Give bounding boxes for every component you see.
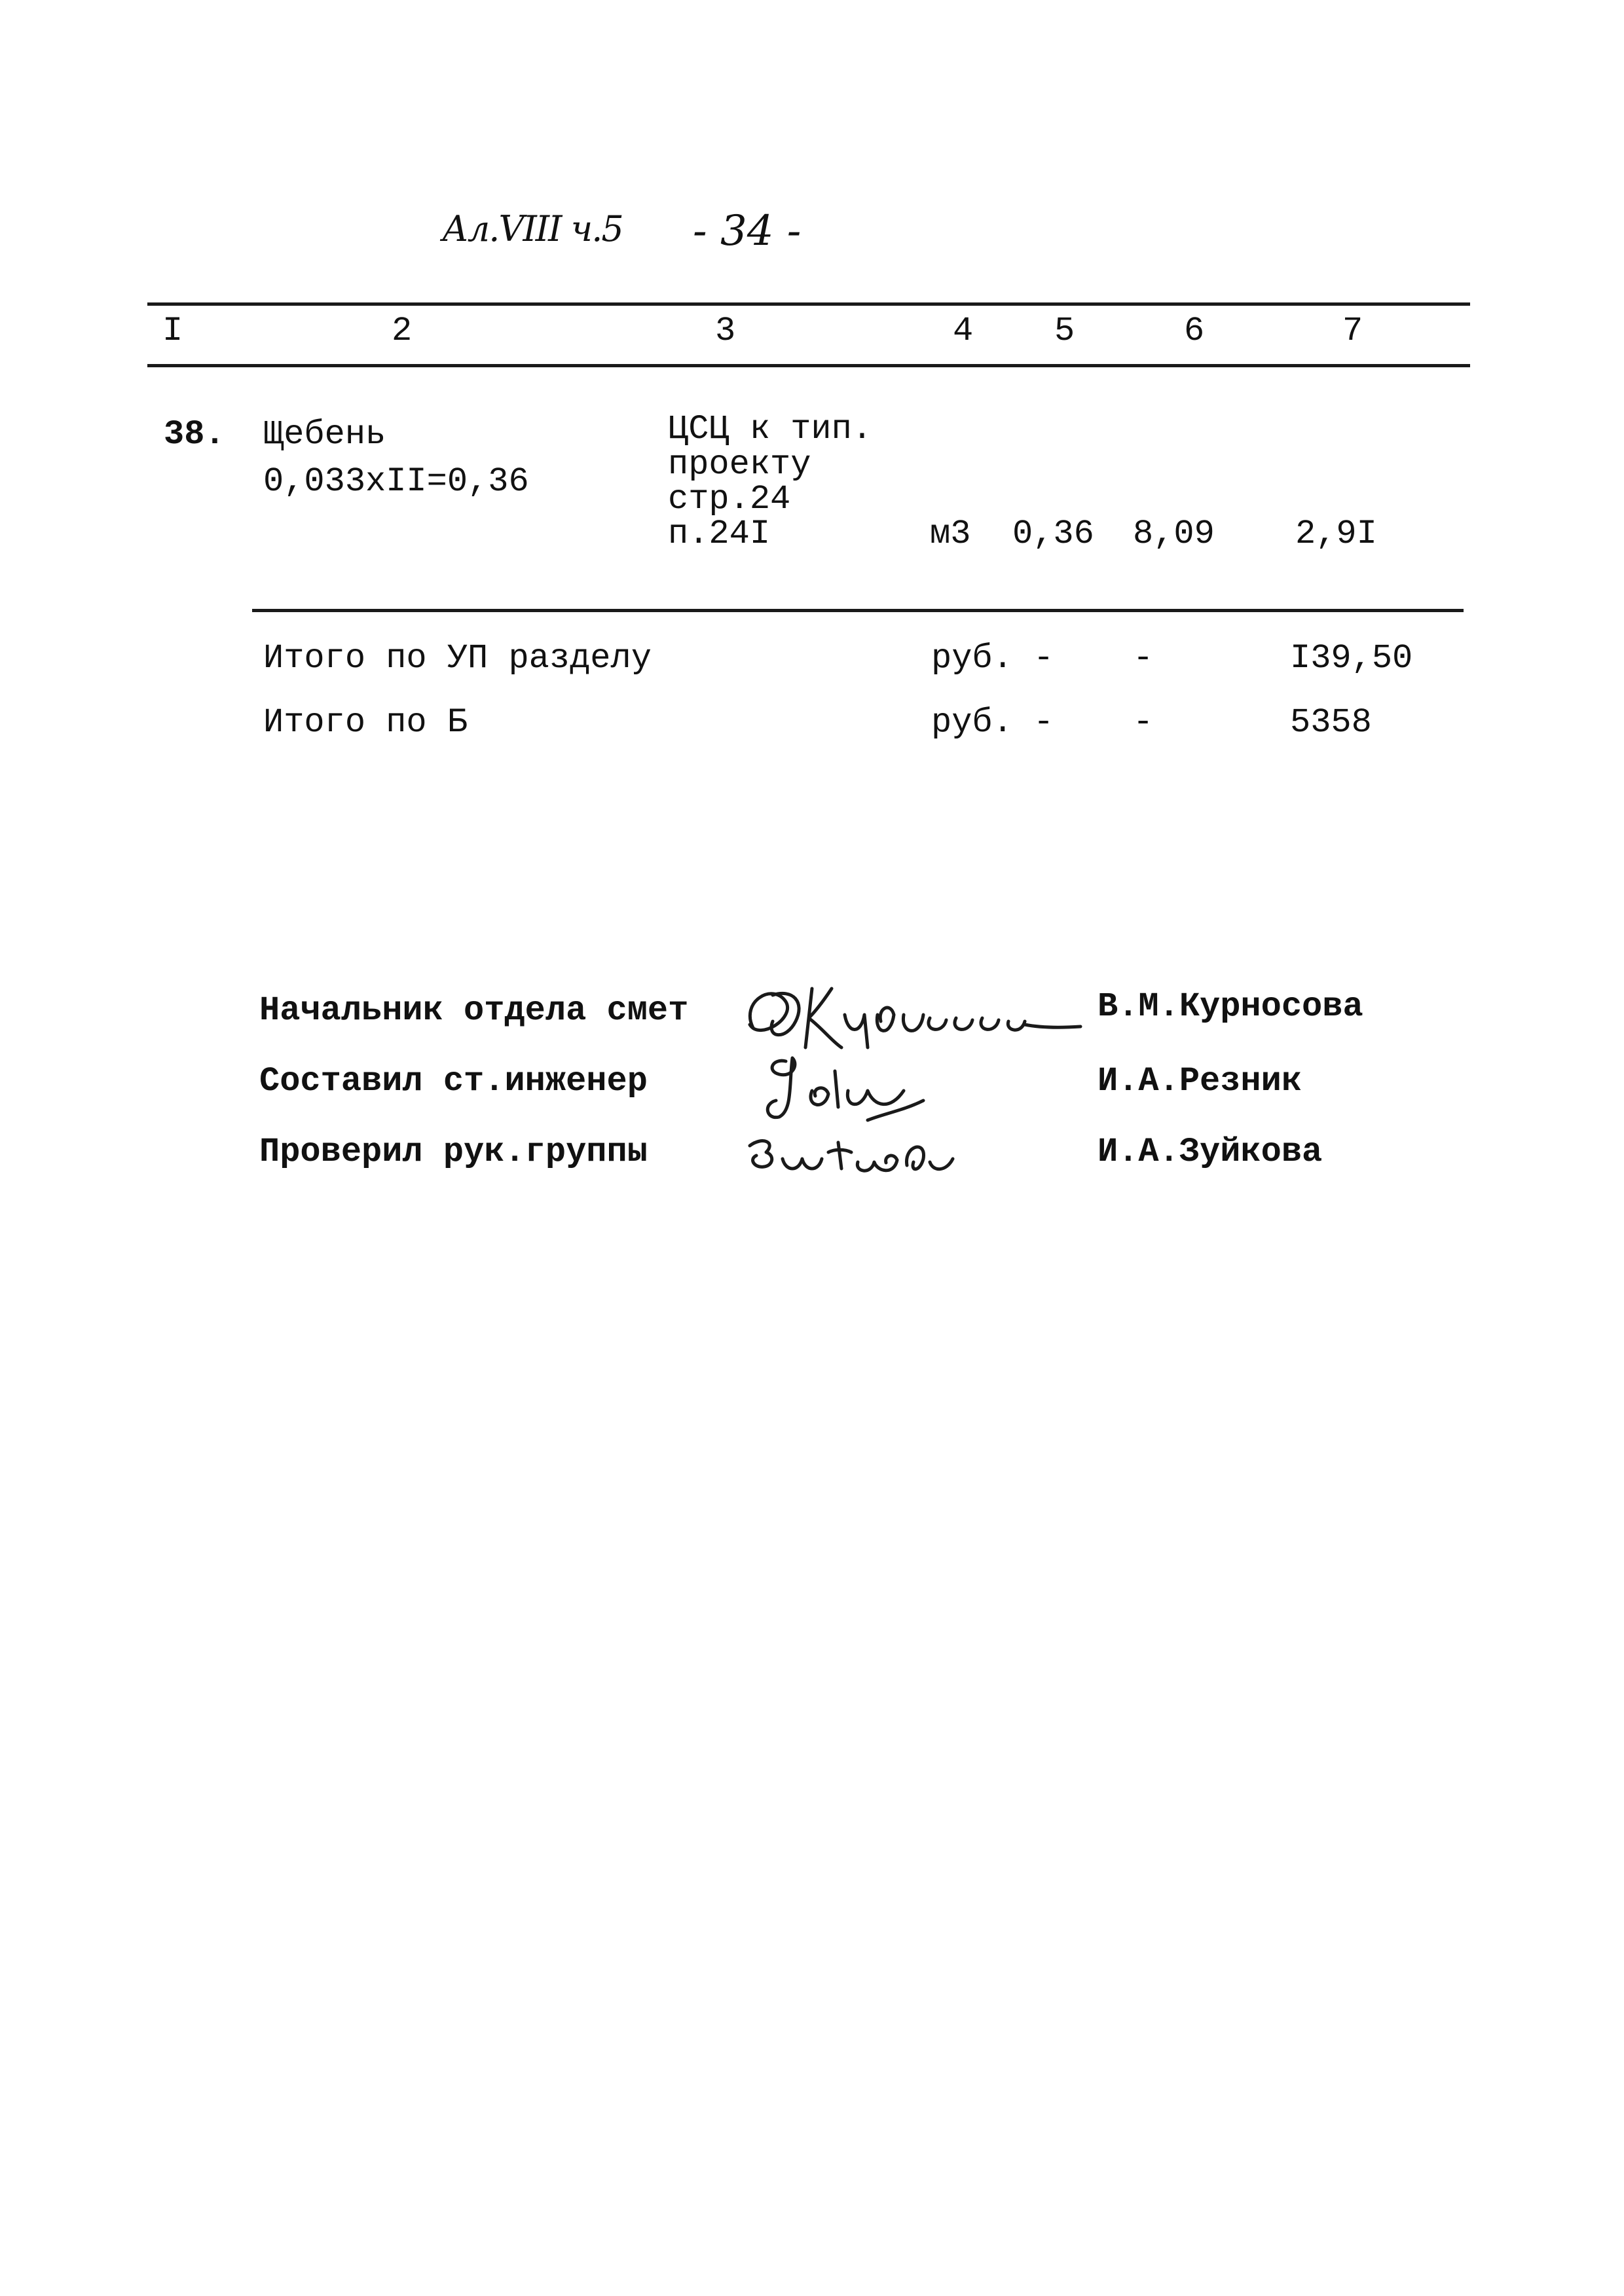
column-header-1: I: [162, 312, 183, 350]
row-separator-rule: [252, 609, 1464, 612]
column-header-4: 4: [953, 312, 974, 350]
signature-role: Составил ст.инженер: [259, 1062, 648, 1101]
item-unit: м3: [930, 515, 971, 553]
table-header-rule: [147, 364, 1470, 367]
totals-unit: руб.: [931, 639, 1013, 678]
item-source-line: проекту: [668, 445, 811, 484]
column-header-5: 5: [1054, 312, 1075, 350]
signature-name: И.А.Зуйкова: [1098, 1133, 1323, 1171]
row-number: 38.: [164, 415, 225, 454]
item-quantity: 0,36: [1012, 515, 1094, 553]
item-source-line: ЦСЦ к тип.: [668, 410, 873, 448]
item-source-line: п.24I: [668, 515, 771, 553]
totals-unit: руб.: [931, 703, 1013, 742]
item-total: 2,9I: [1295, 515, 1377, 553]
totals-label: Итого по Б: [263, 703, 468, 742]
column-header-6: 6: [1184, 312, 1205, 350]
page-number: - 34 -: [693, 207, 802, 255]
signature-name: И.А.Резник: [1098, 1062, 1302, 1101]
column-header-3: 3: [715, 312, 736, 350]
item-calculation: 0,033xII=0,36: [263, 462, 529, 501]
album-reference: Ал.VIII ч.5: [442, 208, 623, 249]
totals-dash-5: -: [1033, 639, 1054, 678]
item-source-line: стр.24: [668, 480, 791, 519]
signature-role: Проверил рук.группы: [259, 1133, 648, 1171]
handwritten-signature: [753, 1045, 950, 1130]
totals-dash-5: -: [1033, 703, 1054, 742]
totals-label: Итого по УП разделу: [263, 639, 652, 678]
totals-value: 5358: [1290, 703, 1372, 742]
item-price: 8,09: [1133, 515, 1215, 553]
column-header-2: 2: [392, 312, 413, 350]
totals-dash-6: -: [1133, 639, 1154, 678]
handwritten-signature: [737, 1120, 972, 1192]
item-name: Щебень: [263, 415, 386, 454]
signature-role: Начальник отдела смет: [259, 991, 689, 1030]
signature-name: В.М.Курносова: [1098, 987, 1363, 1026]
totals-value: I39,50: [1290, 639, 1413, 678]
totals-dash-6: -: [1133, 703, 1154, 742]
column-header-7: 7: [1342, 312, 1363, 350]
table-top-rule: [147, 302, 1470, 306]
